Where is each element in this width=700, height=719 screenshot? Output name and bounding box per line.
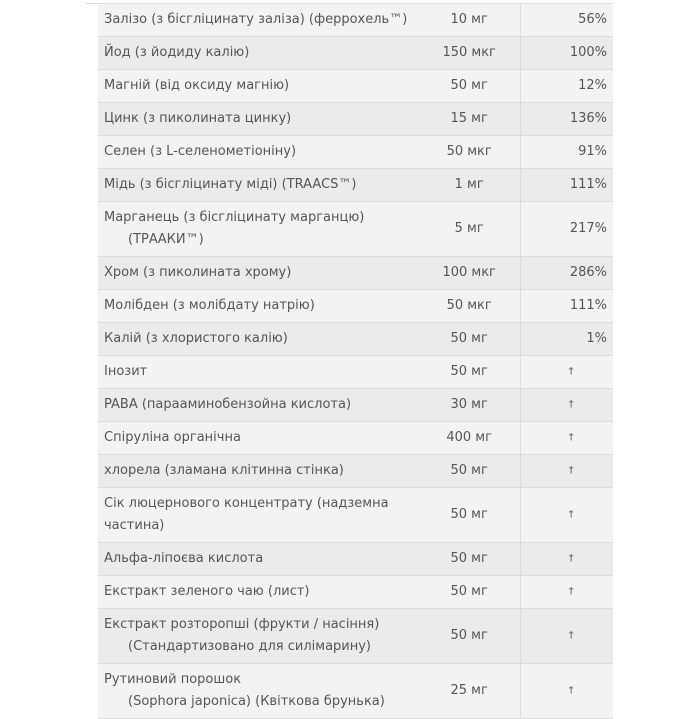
nutrient-name-text: Спіруліна органічна (104, 430, 241, 445)
nutrient-amount: 30 мг (418, 389, 521, 422)
nutrient-name (98, 576, 418, 609)
nutrient-name (98, 70, 418, 103)
nutrient-amount: 5 мг (418, 202, 521, 257)
table-row (98, 202, 613, 257)
nutrient-name (98, 202, 418, 257)
dagger-icon: † (521, 389, 613, 422)
table-row (98, 323, 613, 356)
supplement-facts-table (98, 3, 613, 719)
nutrient-name (98, 323, 418, 356)
table-row (98, 609, 613, 664)
table-row (98, 356, 613, 389)
nutrient-name (98, 169, 418, 202)
nutrient-name (98, 37, 418, 70)
nutrient-name (98, 356, 418, 389)
nutrient-name-text: Інозит (104, 364, 148, 379)
daily-value: 111% (521, 290, 613, 323)
nutrient-name (98, 488, 418, 543)
nutrient-name-text: Екстракт зеленого чаю (лист) (104, 584, 310, 599)
dagger-icon: † (521, 664, 613, 719)
nutrient-name-text: Екстракт розторопші (фрукти / насіння) (104, 617, 380, 632)
daily-value: 12% (521, 70, 613, 103)
nutrient-name-subtext: (Стандартизовано для силімарину) (128, 639, 372, 654)
nutrient-amount: 50 мг (418, 70, 521, 103)
nutrient-amount: 50 мг (418, 543, 521, 576)
nutrient-name (98, 257, 418, 290)
nutrient-name-text: Хром (з пиколината хрому) (104, 265, 292, 280)
nutrient-amount: 50 мг (418, 488, 521, 543)
daily-value: 91% (521, 136, 613, 169)
dagger-icon: † (521, 455, 613, 488)
nutrient-amount: 1 мг (418, 169, 521, 202)
dagger-icon: † (521, 422, 613, 455)
daily-value: 100% (521, 37, 613, 70)
table-row (98, 103, 613, 136)
nutrient-name-text: Селен (з L-селенометіоніну) (104, 144, 297, 159)
nutrient-amount: 50 мг (418, 455, 521, 488)
nutrient-name-text: хлорела (зламана клітинна стінка) (104, 463, 344, 478)
nutrient-name (98, 664, 418, 719)
nutrient-name (98, 136, 418, 169)
nutrient-name-text: Мідь (з бісгліцинату міді) (TRAACS™) (104, 177, 357, 192)
nutrient-name (98, 543, 418, 576)
nutrient-amount: 10 мг (418, 4, 521, 37)
table-row (98, 664, 613, 719)
nutrient-name-text: Магній (від оксиду магнію) (104, 78, 290, 93)
nutrient-amount: 50 мкг (418, 290, 521, 323)
nutrient-name-text: Цинк (з пиколината цинку) (104, 111, 292, 126)
nutrient-name (98, 103, 418, 136)
nutrient-amount: 50 мг (418, 356, 521, 389)
dagger-icon: † (521, 609, 613, 664)
nutrient-amount: 400 мг (418, 422, 521, 455)
nutrient-name (98, 290, 418, 323)
dagger-icon: † (521, 488, 613, 543)
table-row (98, 389, 613, 422)
table-row (98, 70, 613, 103)
nutrient-name (98, 455, 418, 488)
table-row (98, 543, 613, 576)
nutrient-amount: 50 мг (418, 323, 521, 356)
table-row (98, 257, 613, 290)
table-row (98, 488, 613, 543)
nutrient-name-text: Залізо (з бісгліцинату заліза) (феррохель™) (104, 12, 408, 27)
nutrient-name-text: Альфа-ліпоєва кислота (104, 551, 264, 566)
nutrient-amount: 150 мкг (418, 37, 521, 70)
nutrient-amount: 50 мг (418, 609, 521, 664)
nutrient-amount: 15 мг (418, 103, 521, 136)
daily-value: 217% (521, 202, 613, 257)
nutrient-amount: 100 мкг (418, 257, 521, 290)
nutrient-amount: 25 мг (418, 664, 521, 719)
daily-value: 286% (521, 257, 613, 290)
nutrient-name-subtext: (Sophora japonica) (Квіткова брунька) (128, 694, 385, 709)
dagger-icon: † (521, 543, 613, 576)
nutrient-name (98, 4, 418, 37)
nutrient-name-text: Сік люцернового концентрату (надземна частина) (104, 496, 389, 533)
table-row (98, 422, 613, 455)
daily-value: 111% (521, 169, 613, 202)
nutrient-name-text: Марганець (з бісгліцинату марганцю) (104, 210, 365, 225)
nutrient-name (98, 609, 418, 664)
table-row (98, 4, 613, 37)
table-row (98, 455, 613, 488)
dagger-icon: † (521, 576, 613, 609)
table-row (98, 290, 613, 323)
table-row (98, 136, 613, 169)
nutrient-name-subtext: (ТРААКИ™) (128, 232, 204, 247)
daily-value: 1% (521, 323, 613, 356)
table-row (98, 169, 613, 202)
nutrient-name-text: Калій (з хлористого калію) (104, 331, 288, 346)
table-row (98, 576, 613, 609)
nutrient-name-text: Йод (з йодиду калію) (104, 45, 250, 60)
nutrient-name-text: Рутиновий порошок (104, 672, 242, 687)
table-row (98, 37, 613, 70)
nutrient-name (98, 389, 418, 422)
daily-value: 136% (521, 103, 613, 136)
dagger-icon: † (521, 356, 613, 389)
nutrient-amount: 50 мкг (418, 136, 521, 169)
nutrient-amount: 50 мг (418, 576, 521, 609)
daily-value: 56% (521, 4, 613, 37)
nutrient-name (98, 422, 418, 455)
nutrient-name-text: Молібден (з молібдату натрію) (104, 298, 315, 313)
nutrient-name-text: PABA (парааминобензойна кислота) (104, 397, 352, 412)
